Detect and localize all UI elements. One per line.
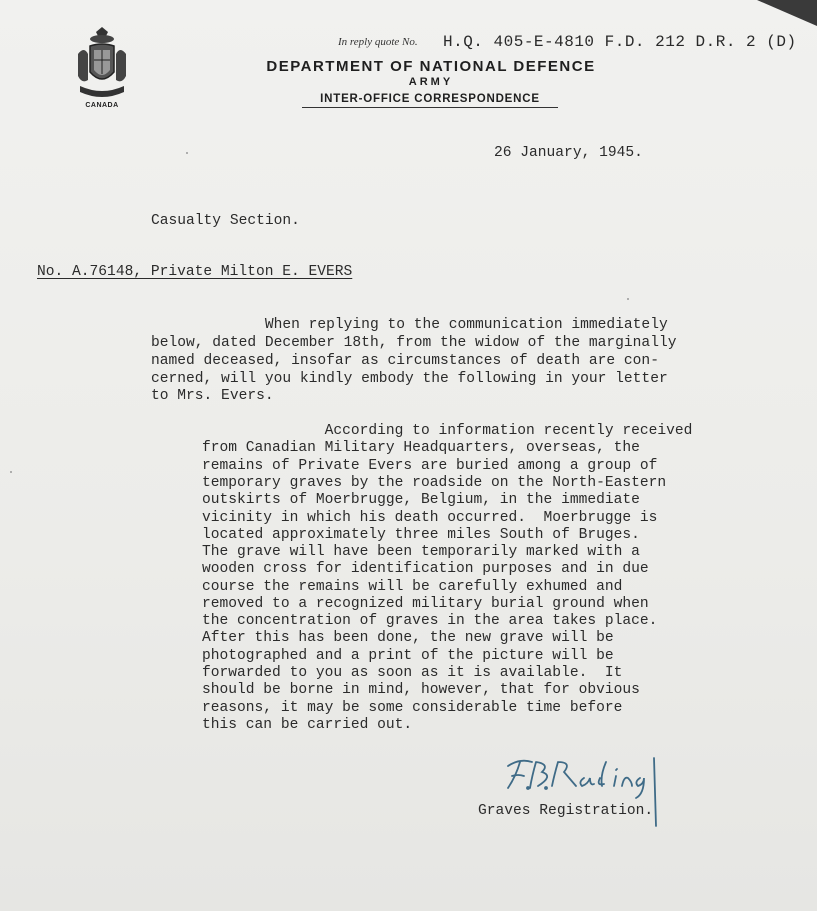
text-line: cerned, will you kindly embody the following in your letter <box>151 371 668 387</box>
text-line: the concentration of graves in the area takes place. <box>202 613 658 629</box>
text-line: named deceased, insofar as circumstances of death are con- <box>151 353 659 369</box>
department-heading: DEPARTMENT OF NATIONAL DEFENCE <box>266 58 596 75</box>
text-line: below, dated December 18th, from the widow of the marginally <box>151 335 677 351</box>
coat-of-arms-icon <box>74 26 130 104</box>
subject-line: No. A.76148, Private Milton E. EVERS <box>37 264 353 280</box>
text-line: According to information recently received <box>202 423 693 439</box>
text-line: forwarded to you as soon as it is available. It <box>202 665 623 681</box>
text-line: When replying to the communication immediately <box>151 317 668 333</box>
text-line: remains of Private Evers are buried among a group of <box>202 458 658 474</box>
text-line: The grave will have been temporarily marked with a <box>202 544 640 560</box>
text-line: temporary graves by the roadside on the North-Eastern <box>202 475 667 491</box>
text-line: vicinity in which his death occurred. Moerbrugge is <box>202 510 658 526</box>
reply-quote-label: In reply quote No. <box>338 36 418 48</box>
paper-speck <box>186 152 188 154</box>
text-line: from Canadian Military Headquarters, overseas, the <box>202 440 640 456</box>
text-line: outskirts of Moerbrugge, Belgium, in the immediate <box>202 492 640 508</box>
file-reference-number: H.Q. 405-E-4810 F.D. 212 D.R. 2 (D) <box>443 33 797 51</box>
folded-corner <box>757 0 817 26</box>
paper-speck <box>627 298 629 300</box>
text-line: course the remains will be carefully exhumed and <box>202 579 623 595</box>
text-line: this can be carried out. <box>202 717 413 733</box>
paper-speck <box>10 471 12 473</box>
letter-date: 26 January, 1945. <box>494 145 643 161</box>
branch-heading: ARMY <box>408 76 454 88</box>
text-line: After this has been done, the new grave will be <box>202 630 614 646</box>
text-line: photographed and a print of the picture will be <box>202 648 614 664</box>
text-line: reasons, it may be some considerable time before <box>202 700 623 716</box>
signature-block: Graves Registration. <box>478 803 654 819</box>
text-line: removed to a recognized military burial ground when <box>202 596 649 612</box>
text-line: wooden cross for identification purposes and in due <box>202 561 649 577</box>
addressee: Casualty Section. <box>151 213 300 229</box>
text-line: should be borne in mind, however, that for obvious <box>202 682 640 698</box>
text-line: located approximately three miles South of Bruges. <box>202 527 640 543</box>
correspondence-type: INTER-OFFICE CORRESPONDENCE <box>302 93 558 108</box>
text-line: to Mrs. Evers. <box>151 388 274 404</box>
crest-country-label: CANADA <box>85 102 119 109</box>
